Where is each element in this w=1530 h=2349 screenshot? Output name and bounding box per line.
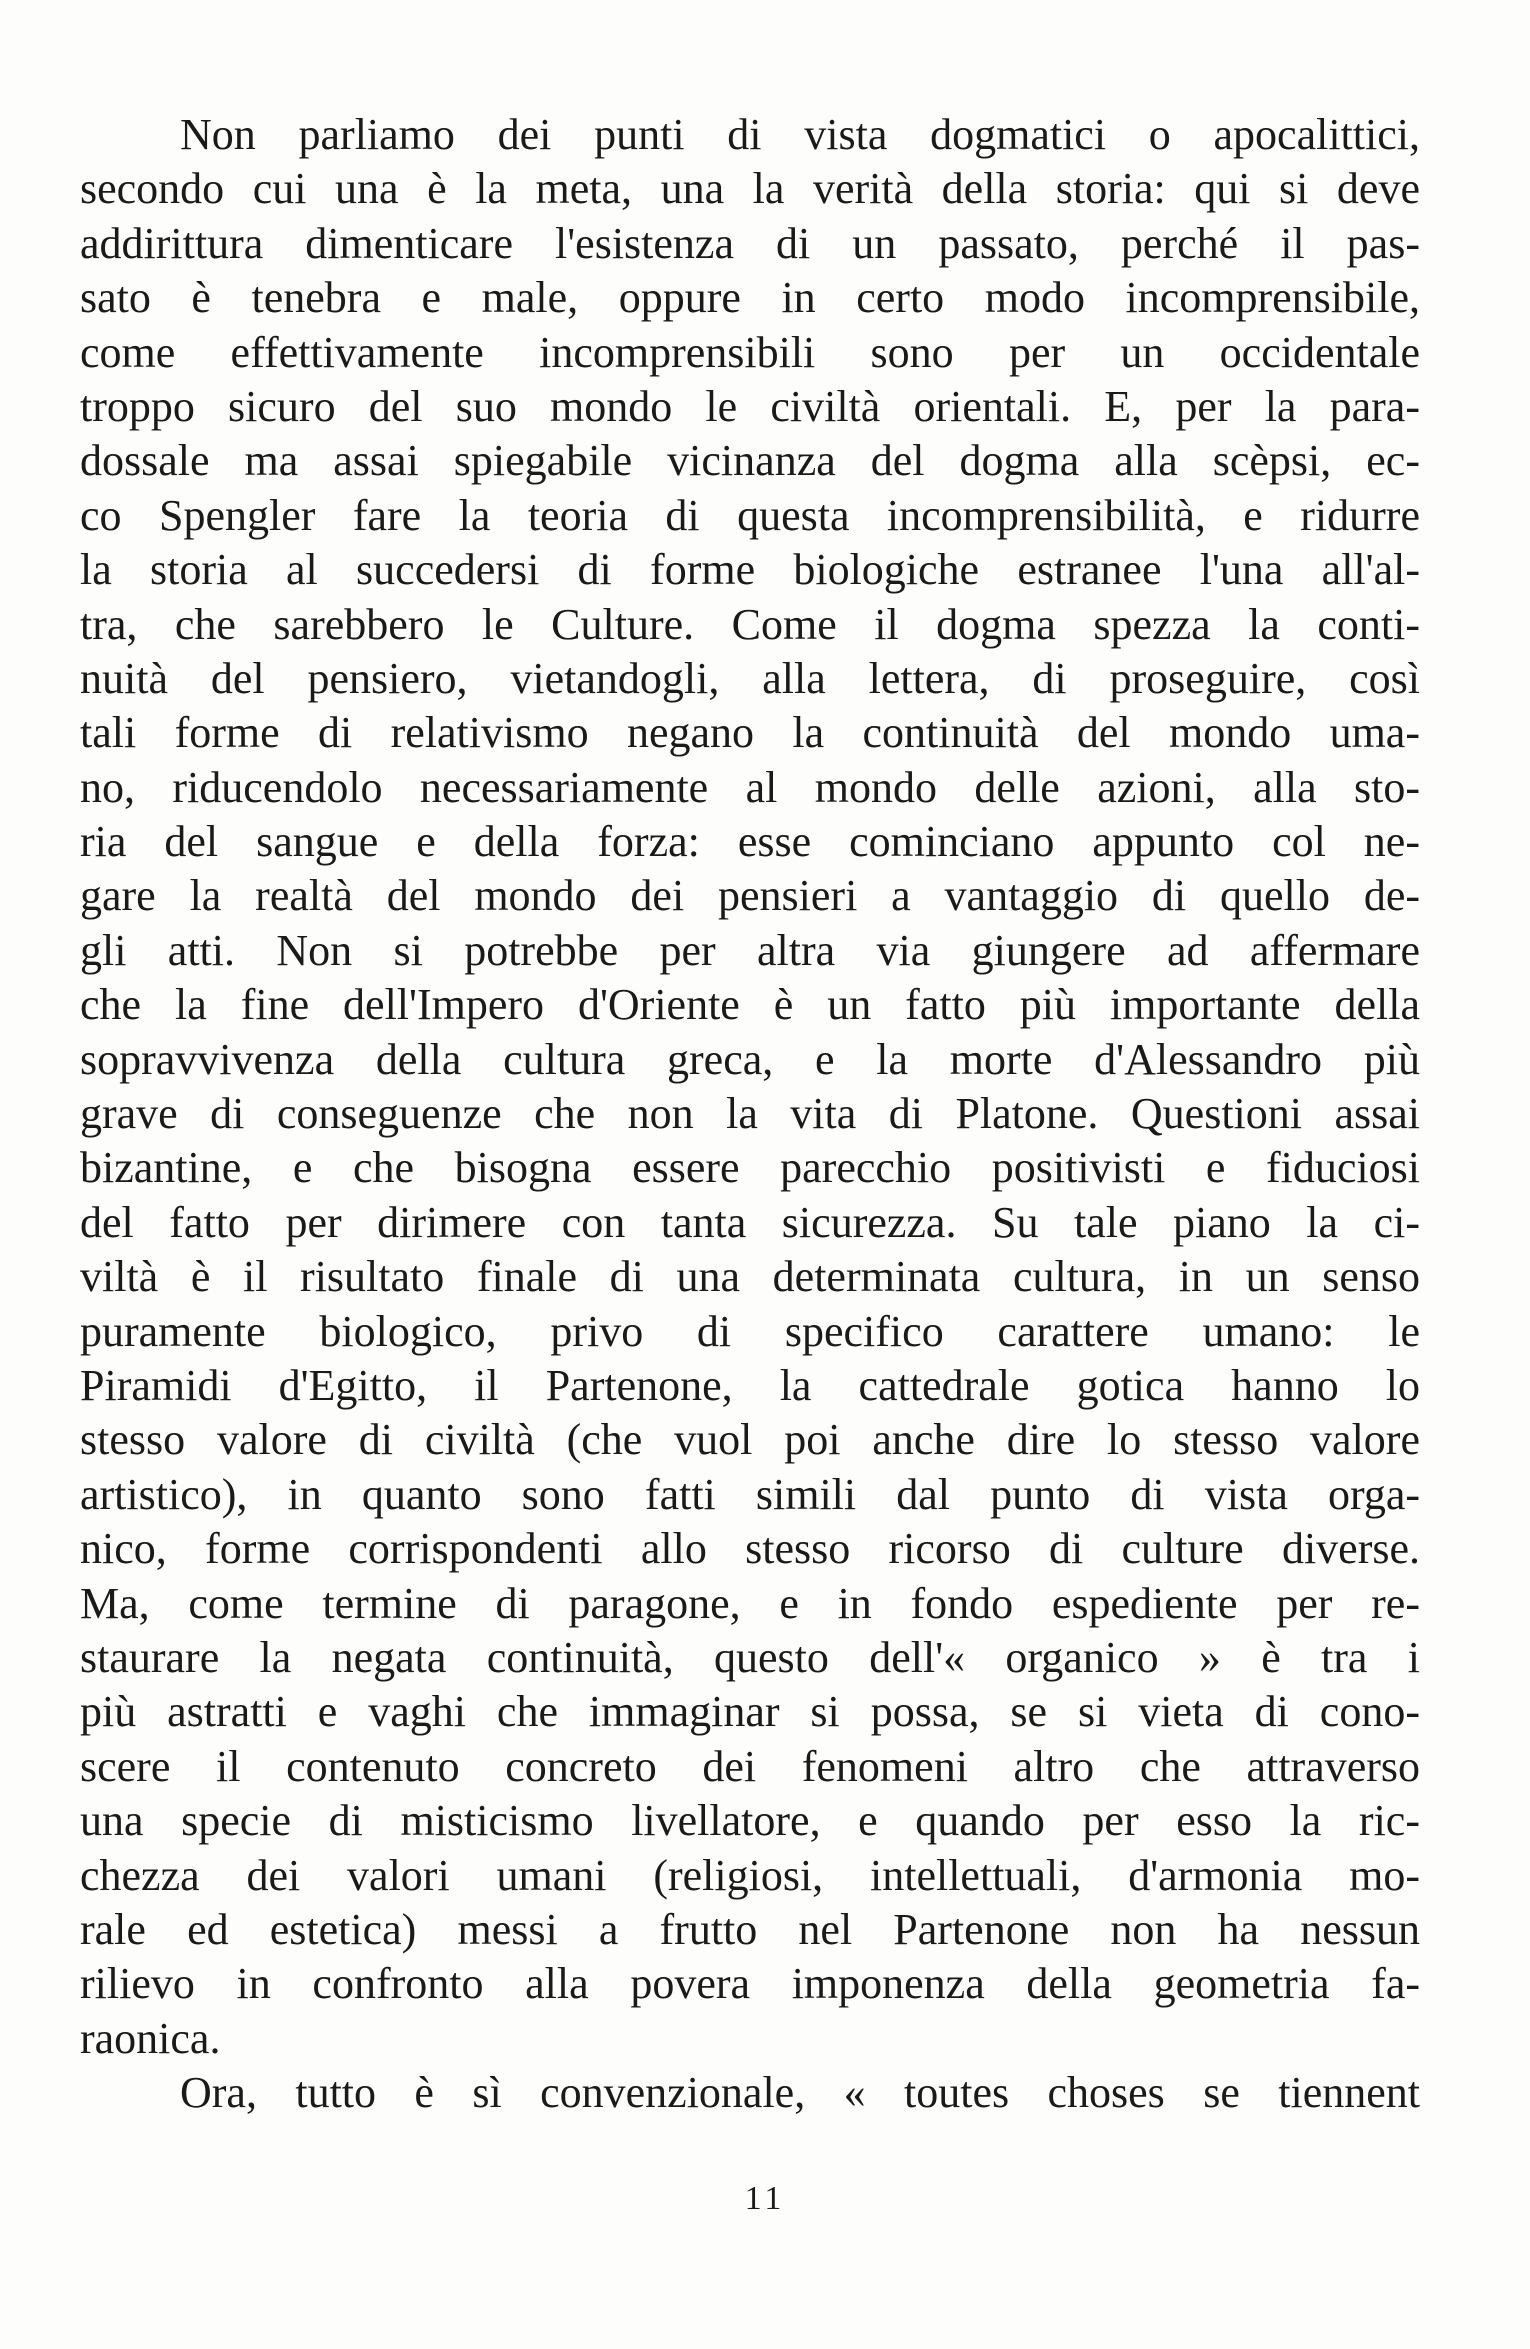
text-line: puramente biologico, privo di specifico carattere umano: le [80,1306,1420,1356]
text-line: gli atti. Non si potrebbe per altra via giungere ad affermare [80,925,1420,975]
text-line: rale ed estetica) messi a frutto nel Partenone non ha nessun [80,1904,1420,1954]
text-line: no, riducendolo necessariamente al mondo delle azioni, alla sto- [80,762,1420,812]
text-line: stesso valore di civiltà (che vuol poi anche dire lo stesso valore [80,1415,1420,1465]
text-line: sato è tenebra e male, oppure in certo modo incomprensibile, [80,273,1420,323]
text-line: chezza dei valori umani (religiosi, intellettuali, d'armonia mo- [80,1850,1420,1900]
text-line: ria del sangue e della forza: esse cominciano appunto col ne- [80,817,1420,867]
text-line: co Spengler fare la teoria di questa incomprensibilità, e ridurre [80,490,1420,540]
text-line: sopravvivenza della cultura greca, e la morte d'Alessandro più [80,1034,1420,1084]
text-line: Piramidi d'Egitto, il Partenone, la cattedrale gotica hanno lo [80,1360,1420,1410]
text-line: rilievo in confronto alla povera imponenza della geometria fa- [80,1959,1420,2009]
text-line: staurare la negata continuità, questo dell'« organico » è tra i [80,1632,1420,1682]
paragraph-1 [80,108,1420,2066]
text-line: scere il contenuto concreto dei fenomeni altro che attraverso [80,1741,1420,1791]
text-line: più astratti e vaghi che immaginar si possa, se si vieta di cono- [80,1687,1420,1737]
text-line: addirittura dimenticare l'esistenza di un passato, perché il pas- [80,218,1420,268]
text-line: una specie di misticismo livellatore, e quando per esso la ric- [80,1796,1420,1846]
text-line: raonica. [80,2013,221,2063]
text-line: Ora, tutto è sì convenzionale, « toutes choses se tiennent [180,2068,1420,2118]
text-line: troppo sicuro del suo mondo le civiltà orientali. E, per la para- [80,381,1420,431]
text-line: viltà è il risultato finale di una determinata cultura, in un senso [80,1252,1420,1302]
body-text [80,108,1420,2120]
text-line: tra, che sarebbero le Culture. Come il dogma spezza la conti- [80,599,1420,649]
text-line: Non parliamo dei punti di vista dogmatici o apocalittici, [180,110,1420,159]
text-line: dossale ma assai spiegabile vicinanza del dogma alla scèpsi, ec- [80,436,1420,486]
paragraph-2 [80,2066,1420,2120]
text-line: nico, forme corrispondenti allo stesso ricorso di culture diverse. [80,1524,1420,1574]
text-line: Ma, come termine di paragone, e in fondo espediente per re- [80,1578,1420,1628]
page-number: 11 [744,2180,786,2217]
text-line: secondo cui una è la meta, una la verità della storia: qui si deve [80,164,1420,214]
text-line: gare la realtà del mondo dei pensieri a vantaggio di quello de- [80,871,1420,921]
text-line: che la fine dell'Impero d'Oriente è un fatto più importante della [80,980,1420,1030]
text-line: del fatto per dirimere con tanta sicurezza. Su tale piano la ci- [80,1197,1420,1247]
text-line: artistico), in quanto sono fatti simili dal punto di vista orga- [80,1469,1420,1519]
text-line: tali forme di relativismo negano la continuità del mondo uma- [80,708,1420,758]
text-line: bizantine, e che bisogna essere parecchio positivisti e fiduciosi [80,1143,1420,1193]
text-line: la storia al succedersi di forme biologiche estranee l'una all'al- [80,545,1420,595]
text-line: nuità del pensiero, vietandogli, alla lettera, di proseguire, così [80,653,1420,703]
text-line: come effettivamente incomprensibili sono per un occidentale [80,327,1420,377]
text-line: grave di conseguenze che non la vita di Platone. Questioni assai [80,1089,1420,1139]
